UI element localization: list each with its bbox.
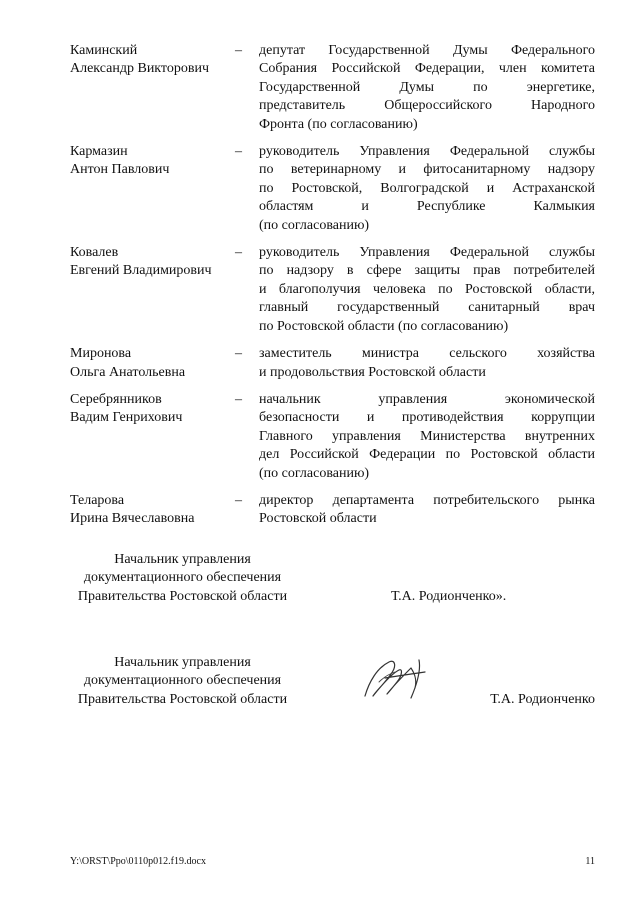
member-dash: –: [235, 43, 242, 58]
member-entry: [70, 391, 595, 483]
member-dash: –: [235, 245, 242, 261]
member-entry: [70, 143, 595, 235]
member-given-name: Евгений Владимирович: [70, 263, 212, 279]
role-line: Главного управления Министерства внутренних: [259, 428, 595, 444]
role-line: Собрания Российской Федерации, член комитета: [259, 61, 595, 77]
member-dash: –: [235, 144, 242, 160]
member-dash: –: [235, 391, 242, 407]
member-given-name: Ольга Анатольевна: [70, 364, 186, 380]
member-entry: [70, 42, 595, 134]
role-line: по Ростовской, Волгоградской и Астраханской: [259, 180, 595, 196]
member-dash: –: [235, 346, 242, 362]
signatory-name: Т.А. Родионченко».: [391, 588, 507, 604]
member-name: [70, 492, 235, 529]
member-entry: [70, 244, 595, 336]
member-name: [70, 42, 235, 79]
member-given-name: Александр Викторович: [70, 61, 210, 77]
signatory-title-line: документационного обеспечения: [83, 570, 282, 586]
member-dash: –: [235, 492, 242, 508]
member-surname: Теларова: [70, 492, 125, 508]
role-line: (по согласованию): [259, 465, 370, 481]
role-line: начальник управления экономической: [259, 391, 595, 407]
member-name: [70, 345, 235, 382]
member-surname: Миронова: [70, 346, 132, 362]
role-line: руководитель Управления Федеральной службы: [259, 144, 595, 160]
signatory-title-line: Начальник управления: [114, 552, 251, 567]
role-line: заместитель министра сельского хозяйства: [259, 346, 595, 362]
role-line: и благополучия человека по Ростовской области,: [259, 281, 595, 297]
signatory-title: [60, 551, 305, 606]
signatory-title: [60, 654, 305, 709]
signature-block-signed: [60, 654, 595, 709]
role-line: областям и Республике Калмыкия: [259, 199, 595, 215]
signatory-title-line: Начальник управления: [114, 655, 251, 670]
member-role: [259, 345, 595, 382]
member-name: [70, 244, 235, 281]
member-list: [70, 42, 595, 538]
role-line: главный государственный санитарный врач: [259, 300, 595, 316]
role-line: директор департамента потребительского рынка: [259, 492, 595, 508]
role-line: руководитель Управления Федеральной службы: [259, 245, 595, 261]
signatory-title-line: документационного обеспечения: [83, 673, 282, 689]
member-role: [259, 391, 595, 483]
role-line: по надзору в сфере защиты прав потребителей: [259, 263, 595, 279]
footer-file-path: Y:\ORST\Ppo\0110p012.f19.docx: [70, 856, 206, 867]
member-surname: Каминский: [70, 43, 138, 58]
member-given-name: Ирина Вячеславовна: [70, 511, 195, 527]
role-line: депутат Государственной Думы Федерального: [259, 43, 595, 58]
signature-block-quoted: [60, 551, 595, 606]
handwritten-signature: [355, 652, 437, 704]
member-entry: [70, 492, 595, 529]
member-surname: Ковалев: [70, 245, 119, 261]
member-role: [259, 492, 595, 529]
member-surname: Кармазин: [70, 144, 128, 160]
member-role: [259, 244, 595, 336]
role-line: представитель Общероссийского Народного: [259, 98, 595, 114]
role-line: дел Российской Федерации по Ростовской области: [259, 447, 595, 463]
member-name: [70, 143, 235, 180]
signatory-title-line: Правительства Ростовской области: [77, 588, 288, 604]
role-line: Ростовской области: [259, 511, 377, 527]
role-line: по ветеринарному и фитосанитарному надзору: [259, 162, 595, 178]
role-line: (по согласованию): [259, 217, 370, 233]
member-surname: Серебрянников: [70, 391, 162, 407]
role-line: Государственной Думы по энергетике,: [259, 79, 595, 95]
member-name: [70, 391, 235, 428]
role-line: и продовольствия Ростовской области: [259, 364, 486, 380]
footer-page-number: 11: [585, 856, 595, 867]
member-role: [259, 143, 595, 235]
signatory-title-line: Правительства Ростовской области: [77, 691, 288, 707]
signatory-name: Т.А. Родионченко: [490, 691, 595, 707]
role-line: Фронта (по согласованию): [259, 116, 418, 132]
member-role: [259, 42, 595, 134]
role-line: по Ростовской области (по согласованию): [259, 318, 509, 334]
role-line: безопасности и противодействия коррупции: [259, 410, 595, 426]
member-given-name: Вадим Генрихович: [70, 410, 183, 426]
member-entry: [70, 345, 595, 382]
member-given-name: Антон Павлович: [70, 162, 170, 178]
